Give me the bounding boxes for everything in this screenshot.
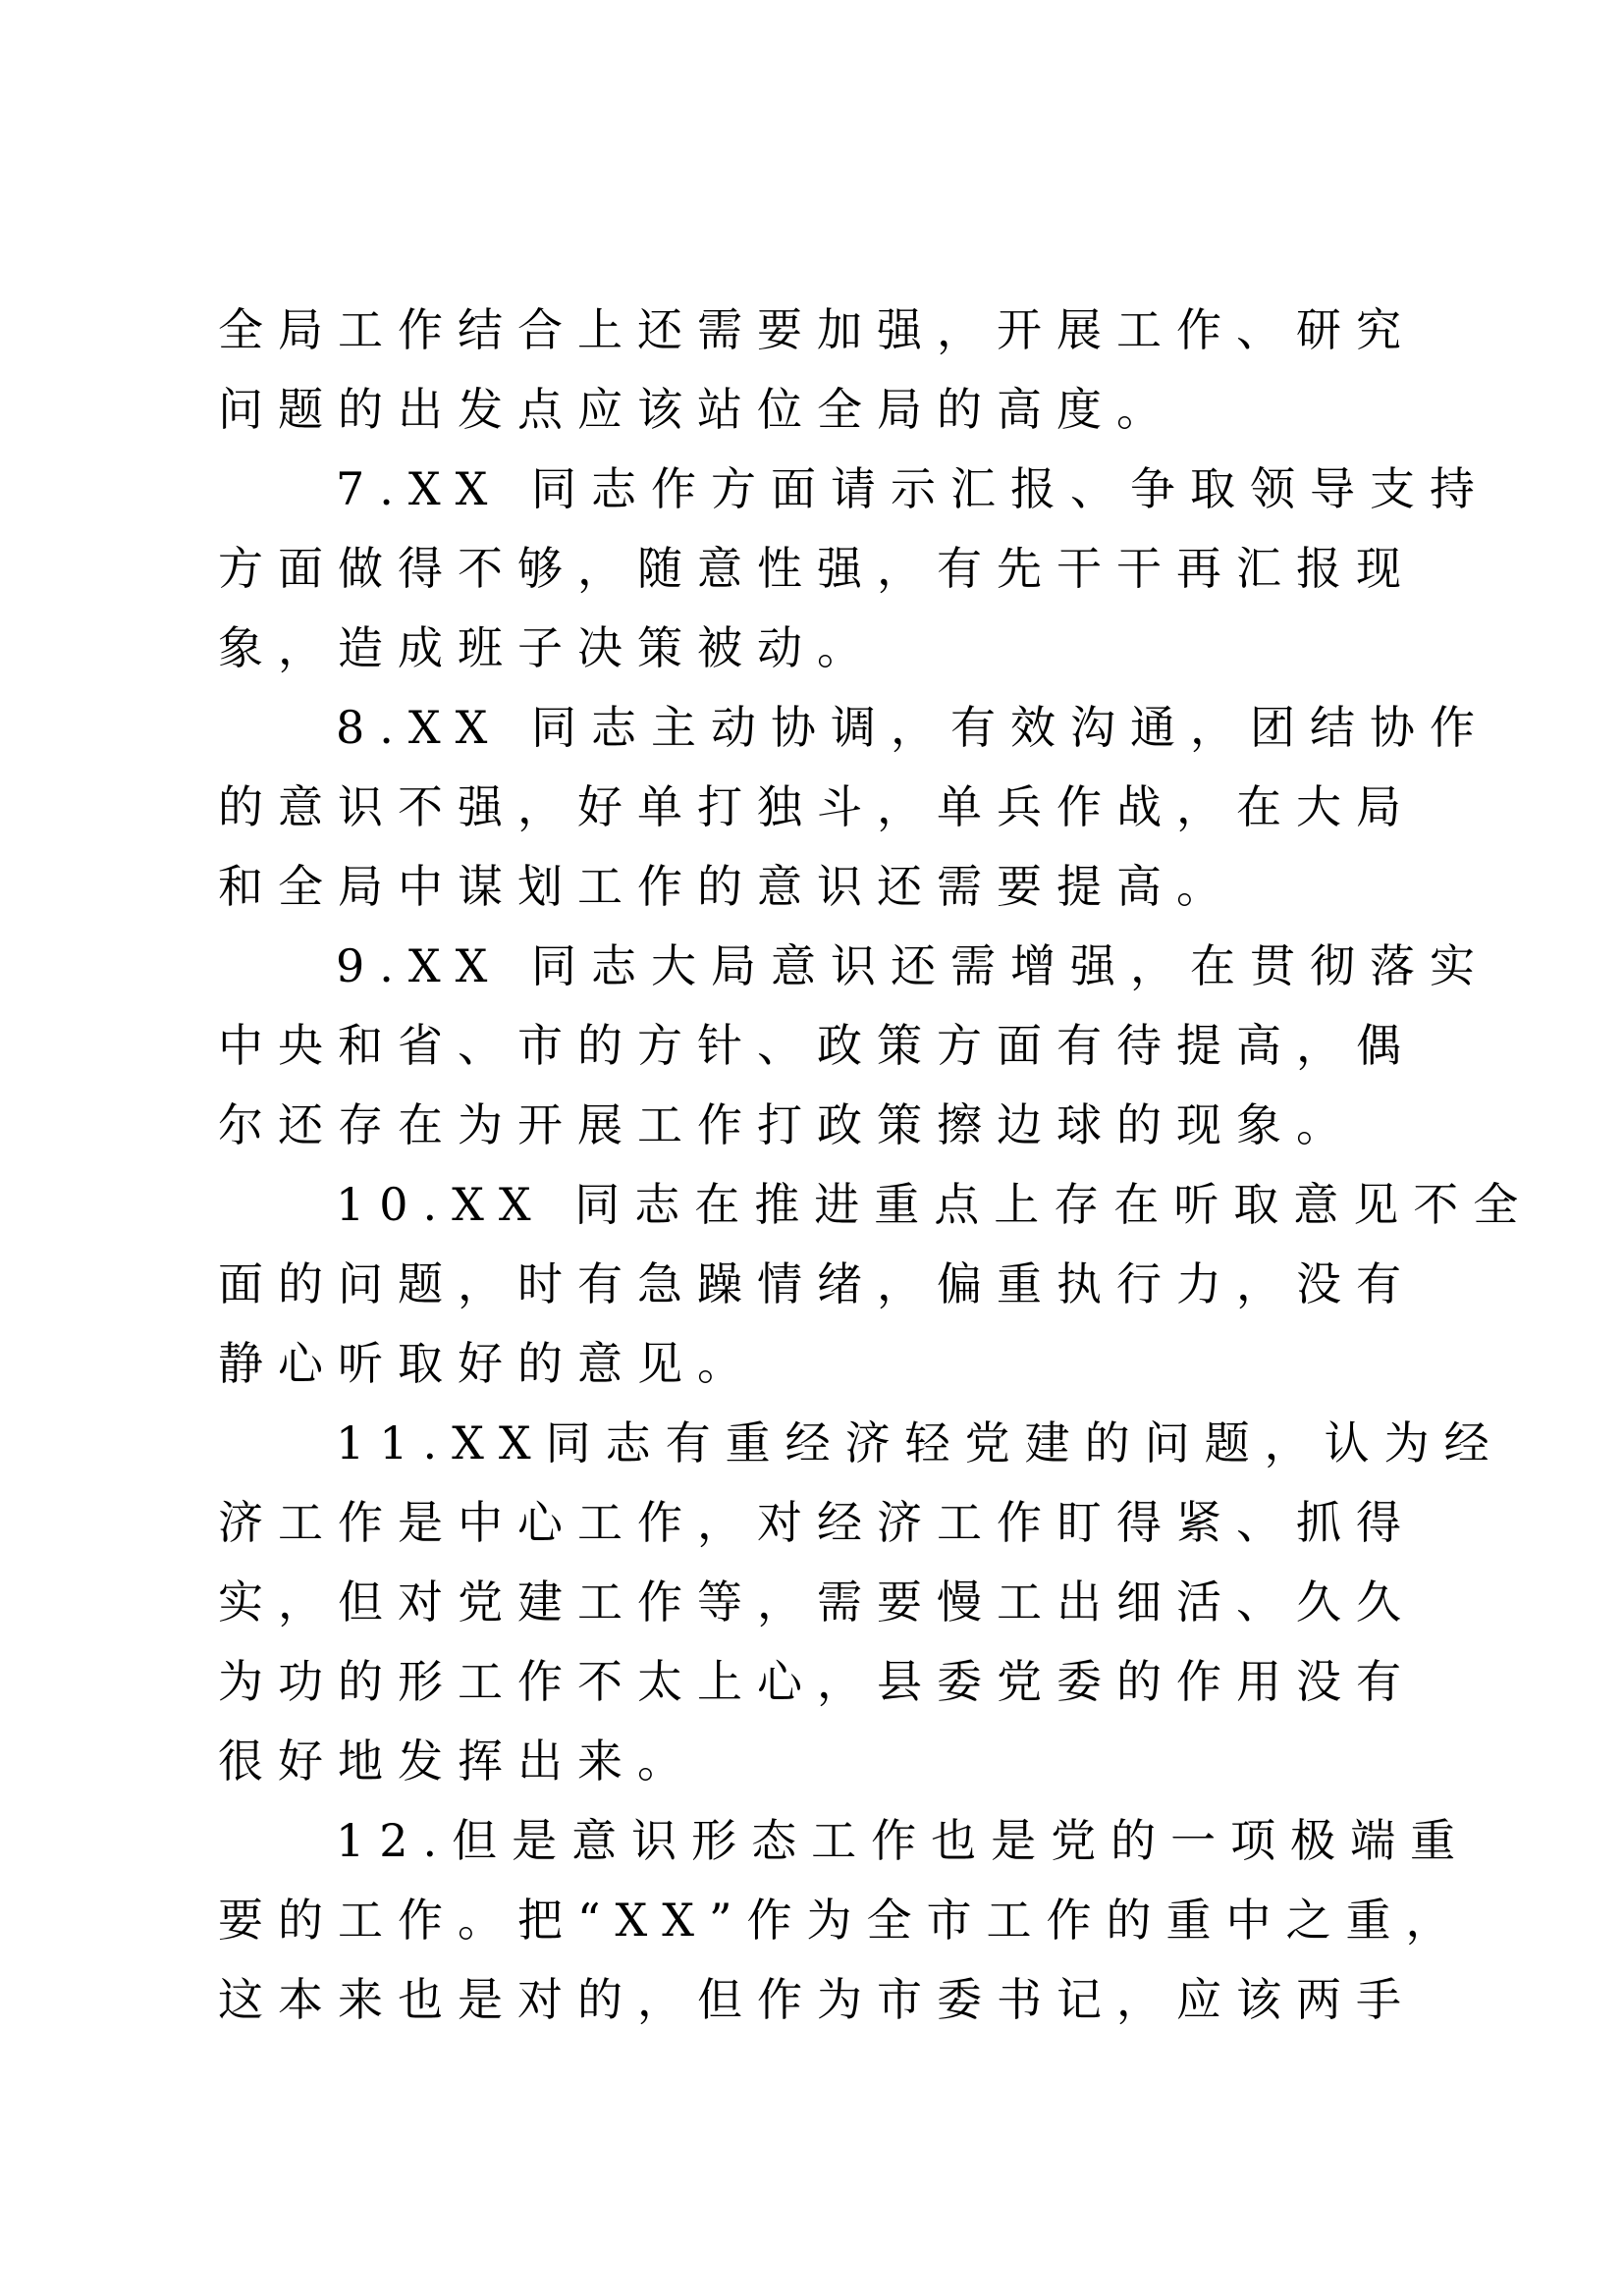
paragraph-item-12 [218,1801,1471,2040]
text-line: 面的问题，时有急躁情绪，偏重执行力，没有 [218,1257,1416,1310]
text-line: 为功的形工作不太上心，县委党委的作用没有 [218,1655,1416,1708]
paragraph-item-9 [218,927,1490,1165]
text-line: 济工作是中心工作，对经济工作盯得紧、抓得 [218,1496,1416,1549]
text-line: 尔还存在为开展工作打政策擦边球的现象。 [218,1098,1356,1151]
text-line: 9.XX 同志大局意识还需增强，在贯彻落实 [336,939,1490,992]
text-line: 方面做得不够，随意性强，有先干干再汇报现 [218,542,1416,595]
text-line: 全局工作结合上还需要加强，开展工作、研究 [218,303,1416,356]
text-line: 很好地发挥出来。 [218,1735,697,1788]
paragraph-item-7 [218,450,1490,688]
paragraph-item-10 [218,1165,1534,1404]
text-line: 8.XX 同志主动协调，有效沟通，团结协作 [336,701,1490,754]
paragraph-item-11 [218,1404,1504,1801]
text-line: 和全局中谋划工作的意识还需要提高。 [218,860,1236,913]
text-line: 12.但是意识形态工作也是党的一项极端重 [336,1814,1471,1867]
text-line: 实，但对党建工作等，需要慢工出细活、久久 [218,1575,1416,1629]
paragraph-continuation [218,291,1416,450]
text-line: 7.XX 同志作方面请示汇报、争取领导支持 [336,462,1490,515]
text-line: 静心听取好的意见。 [218,1337,757,1390]
text-line: 10.XX 同志在推进重点上存在听取意见不全 [336,1178,1534,1231]
text-line: 要的工作。把“XX”作为全市工作的重中之重， [218,1894,1466,1947]
text-line: 中央和省、市的方针、政策方面有待提高，偶 [218,1019,1416,1072]
document-body [218,291,1534,2040]
paragraph-item-8 [218,688,1490,927]
text-line: 象，造成班子决策被动。 [218,621,877,674]
text-line: 这本来也是对的，但作为市委书记，应该两手 [218,1973,1416,2026]
text-line: 的意识不强，好单打独斗，单兵作战，在大局 [218,780,1416,833]
text-line: 11.XX同志有重经济轻党建的问题，认为经 [336,1416,1504,1469]
text-line: 问题的出发点应该站位全局的高度。 [218,383,1176,436]
